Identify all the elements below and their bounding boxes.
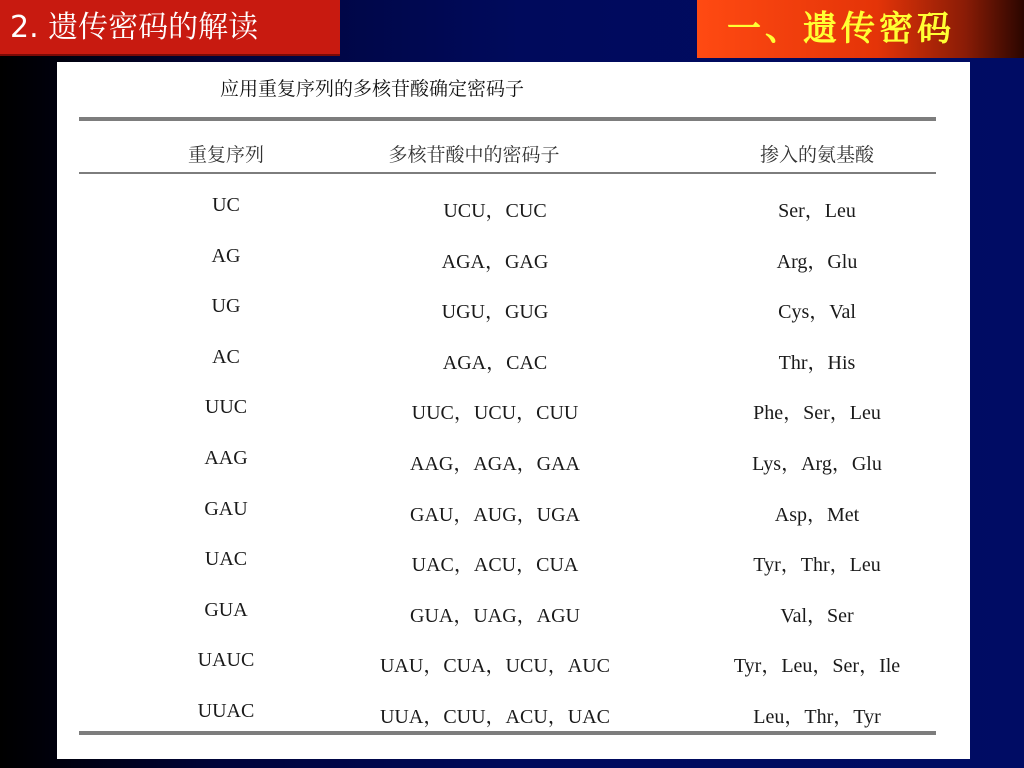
codons-cell: UUC，UCU，CUU <box>411 402 579 425</box>
repeat-sequence-cell: AG <box>211 244 241 267</box>
amino-acids-cell: Lys，Arg，Glu <box>752 452 882 475</box>
table-row <box>57 637 970 688</box>
amino-acids-cell: Ser，Leu <box>778 200 856 222</box>
amino-acids-cell: Cys，Val <box>778 301 856 324</box>
column-header-repeat-sequence: 重复序列 <box>187 144 265 166</box>
repeat-sequence-cell: AAG <box>204 446 248 469</box>
table-row <box>57 486 970 537</box>
amino-acids-cell: Asp，Met <box>774 503 860 526</box>
repeat-sequence-cell: AC <box>212 345 240 368</box>
table-row <box>57 334 970 385</box>
table-body <box>57 182 970 739</box>
repeat-sequence-cell: UUC <box>204 396 248 419</box>
codons-cell: UAU，CUA，UCU，AUC <box>379 655 611 678</box>
table-row <box>57 233 970 284</box>
table-row <box>57 536 970 587</box>
repeat-sequence-cell: UAUC <box>197 649 255 672</box>
repeat-sequence-cell: UC <box>212 194 240 216</box>
repeat-sequence-cell: UUAC <box>197 699 255 722</box>
table-title: 应用重复序列的多核苷酸确定密码子 <box>220 78 525 100</box>
amino-acids-cell: Arg，Glu <box>776 250 858 273</box>
codons-cell: UGU，GUG <box>441 301 549 324</box>
amino-acids-cell: Tyr，Leu，Ser，Ile <box>733 655 901 678</box>
codons-cell: UUA，CUU，ACU，UAC <box>379 705 611 728</box>
section-title: 2. 遗传密码的解读 <box>0 0 340 56</box>
amino-acids-cell: Tyr，Thr，Leu <box>753 554 881 577</box>
table-top-rule <box>79 117 936 121</box>
table-row <box>57 283 970 334</box>
column-header-amino-acids: 掺入的氨基酸 <box>759 144 875 166</box>
amino-acids-cell: Thr，His <box>778 351 856 374</box>
codons-cell: AGA，CAC <box>442 351 548 374</box>
table-panel <box>57 62 970 759</box>
codons-cell: AGA，GAG <box>441 250 549 273</box>
column-header-codons: 多核苷酸中的密码子 <box>388 144 560 166</box>
repeat-sequence-cell: UAC <box>204 548 248 571</box>
amino-acids-cell: Phe，Ser，Leu <box>753 402 881 425</box>
table-row <box>57 182 970 233</box>
table-row <box>57 587 970 638</box>
repeat-sequence-cell: GAU <box>204 497 248 520</box>
codons-cell: UCU，CUC <box>443 200 547 222</box>
amino-acids-cell: Leu，Thr，Tyr <box>753 705 881 728</box>
chapter-title: 一、遗传密码 <box>697 0 1024 58</box>
codons-cell: UAC，ACU，CUA <box>411 554 579 577</box>
table-row <box>57 384 970 435</box>
repeat-sequence-cell: GUA <box>204 598 248 621</box>
repeat-sequence-cell: UG <box>211 295 241 318</box>
table-header-rule <box>79 172 936 174</box>
codons-cell: GAU，AUG，UGA <box>410 503 580 526</box>
amino-acids-cell: Val，Ser <box>780 604 854 627</box>
table-bottom-rule <box>79 731 936 735</box>
codons-cell: GUA，UAG，AGU <box>410 604 580 627</box>
table-row <box>57 435 970 486</box>
codons-cell: AAG，AGA，GAA <box>410 452 580 475</box>
